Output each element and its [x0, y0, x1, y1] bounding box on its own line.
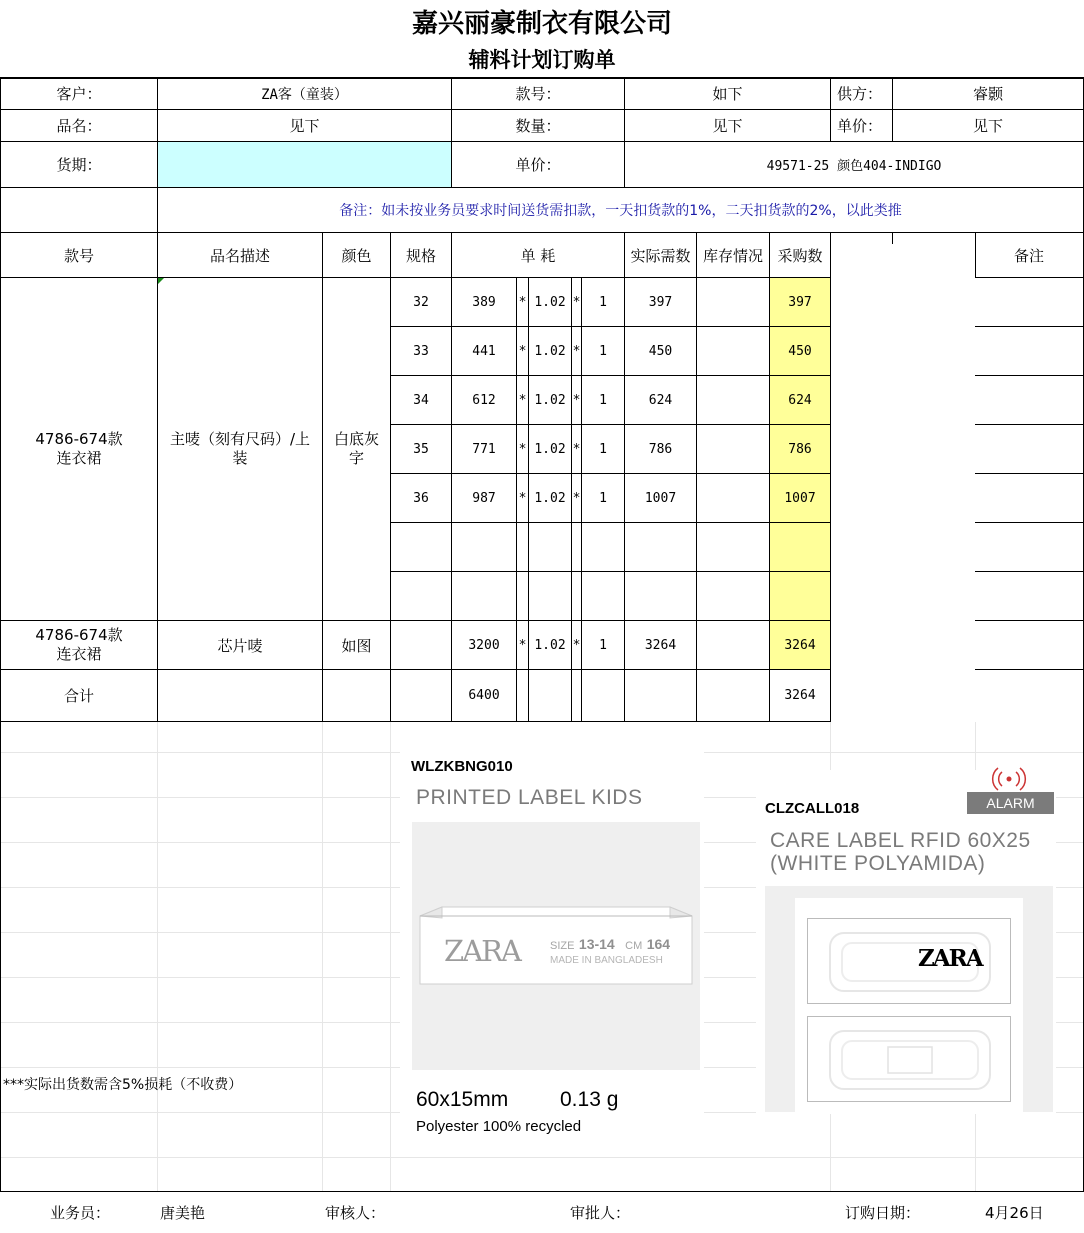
group2-star2: *	[571, 620, 582, 670]
total-qty: 6400	[451, 669, 517, 722]
group1-row-mult	[581, 571, 625, 621]
group1-row-qty: 771	[451, 424, 517, 474]
made-in: MADE IN BANGLADESH	[550, 955, 663, 966]
group2-desc: 芯片唛	[157, 620, 323, 670]
group2-required: 3264	[624, 620, 697, 670]
group1-desc	[157, 277, 323, 621]
group1-row-purchase: 1007	[769, 473, 831, 523]
group1-row-qty: 987	[451, 473, 517, 523]
printed-label-card	[400, 746, 704, 1144]
col-remark: 备注	[975, 232, 1084, 278]
group2-style-text: 4786-674款 连衣裙	[35, 626, 123, 663]
group1-row-required: 1007	[624, 473, 697, 523]
unitprice-value: 见下	[892, 109, 1084, 142]
group1-row-factor: 1.02	[528, 326, 572, 376]
group1-row-factor: 1.02	[528, 473, 572, 523]
group1-style-text: 4786-674款 连衣裙	[35, 430, 123, 467]
group1-row-mult: 1	[581, 424, 625, 474]
total-required	[624, 669, 697, 722]
rfid-label-card	[756, 770, 1056, 1114]
card2-title-line2: (WHITE POLYAMIDA)	[770, 852, 986, 875]
note-left-cell	[0, 187, 158, 233]
product-value: 见下	[157, 109, 452, 142]
col-remark-tick	[892, 232, 893, 244]
card1-title: PRINTED LABEL KIDS	[416, 786, 643, 809]
card2-code: CLZCALL018	[765, 800, 860, 817]
group1-row-qty: 612	[451, 375, 517, 425]
card2-image	[765, 886, 1053, 1112]
group1-row-stock	[696, 326, 770, 376]
group1-row-mult: 1	[581, 375, 625, 425]
unitprice2-label: 单价：	[451, 141, 625, 188]
group1-row-mult	[581, 522, 625, 572]
group1-row-size: 33	[390, 326, 452, 376]
total-remark	[975, 669, 1084, 722]
zara-logo-rfid: ZARA	[918, 945, 982, 972]
group1-row-size: 32	[390, 277, 452, 327]
col-size: 规格	[390, 232, 452, 278]
frame-left	[0, 720, 1, 1192]
group1-row-purchase: 786	[769, 424, 831, 474]
group1-color-text: 白底灰字	[333, 430, 379, 467]
group1-row-size	[390, 522, 452, 572]
card1-code: WLZKBNG010	[411, 758, 513, 775]
group1-row-star1: *	[516, 375, 529, 425]
group1-row-required	[624, 522, 697, 572]
col-stock: 库存情况	[696, 232, 770, 278]
group1-row-size: 36	[390, 473, 452, 523]
group1-row-stock	[696, 277, 770, 327]
group1-row-required: 786	[624, 424, 697, 474]
group1-row-factor: 1.02	[528, 375, 572, 425]
date-value: 4月26日	[985, 1203, 1044, 1222]
col-purchase: 采购数	[769, 232, 831, 278]
total-desc	[157, 669, 323, 722]
group2-color: 如图	[322, 620, 391, 670]
zara-logo: ZARA	[444, 934, 520, 968]
group1-style	[0, 277, 158, 621]
customer-value: ZA客（童装）	[157, 77, 452, 110]
company-title: 嘉兴丽豪制衣有限公司	[411, 8, 672, 39]
card2-title-line1: CARE LABEL RFID 60X25	[770, 829, 1031, 852]
card1-weight: 0.13 g	[560, 1088, 619, 1111]
rfid-tag-bottom	[807, 1016, 1011, 1102]
group1-row-stock	[696, 571, 770, 621]
group1-row-stock	[696, 375, 770, 425]
group1-row-mult: 1	[581, 326, 625, 376]
group1-row-purchase: 397	[769, 277, 831, 327]
group1-row-factor	[528, 571, 572, 621]
delivery-label: 货期：	[0, 141, 158, 188]
group1-row-qty	[451, 522, 517, 572]
col-desc: 品名描述	[157, 232, 323, 278]
size-label: SIZE	[550, 940, 575, 952]
group2-mult: 1	[581, 620, 625, 670]
unitprice-label: 单价：	[830, 109, 893, 142]
group1-row-remark	[975, 522, 1084, 572]
group1-row-factor	[528, 522, 572, 572]
group1-row-remark	[975, 424, 1084, 474]
col-style: 款号	[0, 232, 158, 278]
group2-remark	[975, 620, 1084, 670]
group1-row-star2: *	[571, 375, 582, 425]
group2-qty: 3200	[451, 620, 517, 670]
footer-line	[0, 1191, 1084, 1192]
cm-value: 164	[646, 936, 671, 952]
group1-row-purchase	[769, 522, 831, 572]
document-title: 辅料计划订购单	[468, 48, 616, 72]
group1-row-factor: 1.02	[528, 277, 572, 327]
group1-row-required: 397	[624, 277, 697, 327]
customer-label: 客户：	[0, 77, 158, 110]
col-color: 颜色	[322, 232, 391, 278]
footnote: ***实际出货数需含5%损耗（不收费）	[3, 1077, 243, 1093]
note-text: 备注：如未按业务员要求时间送货需扣款，一天扣货款的1%，二天扣货款的2%，以此类推	[157, 187, 1084, 233]
group1-row-star1: *	[516, 473, 529, 523]
card1-image	[412, 822, 700, 1070]
group1-row-purchase	[769, 571, 831, 621]
group1-row-size	[390, 571, 452, 621]
group1-row-stock	[696, 522, 770, 572]
col-consumption: 单 耗	[451, 232, 625, 278]
group1-row-qty: 441	[451, 326, 517, 376]
group1-row-size: 34	[390, 375, 452, 425]
group1-row-size: 35	[390, 424, 452, 474]
rfid-tag-top	[807, 918, 1011, 1004]
total-size	[390, 669, 452, 722]
supplier-label: 供方：	[830, 77, 893, 110]
approver-label: 审批人：	[570, 1203, 631, 1222]
group1-desc-text: 主唛（刻有尺码）/上装	[169, 430, 311, 467]
antenna-pattern-bottom	[808, 1017, 1012, 1103]
group1-row-star2: *	[571, 326, 582, 376]
group1-row-star1: *	[516, 277, 529, 327]
group2-factor: 1.02	[528, 620, 572, 670]
total-factor	[528, 669, 572, 722]
product-label: 品名：	[0, 109, 158, 142]
delivery-value[interactable]	[157, 141, 452, 188]
total-purchase: 3264	[769, 669, 831, 722]
group1-color	[322, 277, 391, 621]
style-label: 款号：	[451, 77, 625, 110]
total-label: 合计	[0, 669, 158, 722]
qty-label: 数量：	[451, 109, 625, 142]
salesman-value: 唐美艳	[160, 1203, 206, 1222]
alarm-signal-icon	[989, 766, 1029, 792]
unitprice2-value: 49571-25 颜色404-INDIGO	[624, 141, 1084, 188]
group1-row-qty: 389	[451, 277, 517, 327]
total-mult	[581, 669, 625, 722]
group1-row-purchase: 450	[769, 326, 831, 376]
col-remark-tick2	[975, 232, 976, 278]
group1-row-remark	[975, 326, 1084, 376]
size-line	[550, 936, 670, 954]
group1-row-qty	[451, 571, 517, 621]
group1-row-required: 450	[624, 326, 697, 376]
total-stock	[696, 669, 770, 722]
total-color	[322, 669, 391, 722]
group1-row-star1: *	[516, 326, 529, 376]
date-label: 订购日期：	[845, 1203, 921, 1222]
group1-row-star2: *	[571, 424, 582, 474]
group2-stock	[696, 620, 770, 670]
group1-row-mult: 1	[581, 277, 625, 327]
col-required: 实际需数	[624, 232, 697, 278]
group1-row-remark	[975, 375, 1084, 425]
cm-label: CM	[625, 940, 643, 952]
group1-row-star2: *	[571, 473, 582, 523]
card1-material: Polyester 100% recycled	[416, 1118, 582, 1135]
group1-row-star1: *	[516, 424, 529, 474]
group1-row-stock	[696, 473, 770, 523]
group1-row-star2: *	[571, 277, 582, 327]
group1-row-remark	[975, 571, 1084, 621]
style-value: 如下	[624, 77, 831, 110]
group2-style	[0, 620, 158, 670]
group2-size	[390, 620, 452, 670]
salesman-label: 业务员：	[49, 1203, 110, 1222]
group2-purchase: 3264	[769, 620, 831, 670]
group1-row-remark	[975, 277, 1084, 327]
qty-value: 见下	[624, 109, 831, 142]
comment-marker	[158, 278, 164, 284]
size-value: 13-14	[578, 936, 615, 952]
group1-row-stock	[696, 424, 770, 474]
group1-row-mult: 1	[581, 473, 625, 523]
supplier-value: 睿颢	[892, 77, 1084, 110]
group1-row-purchase: 624	[769, 375, 831, 425]
group1-row-required	[624, 571, 697, 621]
card1-dims: 60x15mm	[416, 1088, 509, 1111]
group1-row-factor: 1.02	[528, 424, 572, 474]
alarm-badge: ALARM	[967, 792, 1054, 814]
reviewer-label: 审核人：	[325, 1203, 386, 1222]
group2-star1: *	[516, 620, 529, 670]
group1-row-remark	[975, 473, 1084, 523]
group1-row-required: 624	[624, 375, 697, 425]
